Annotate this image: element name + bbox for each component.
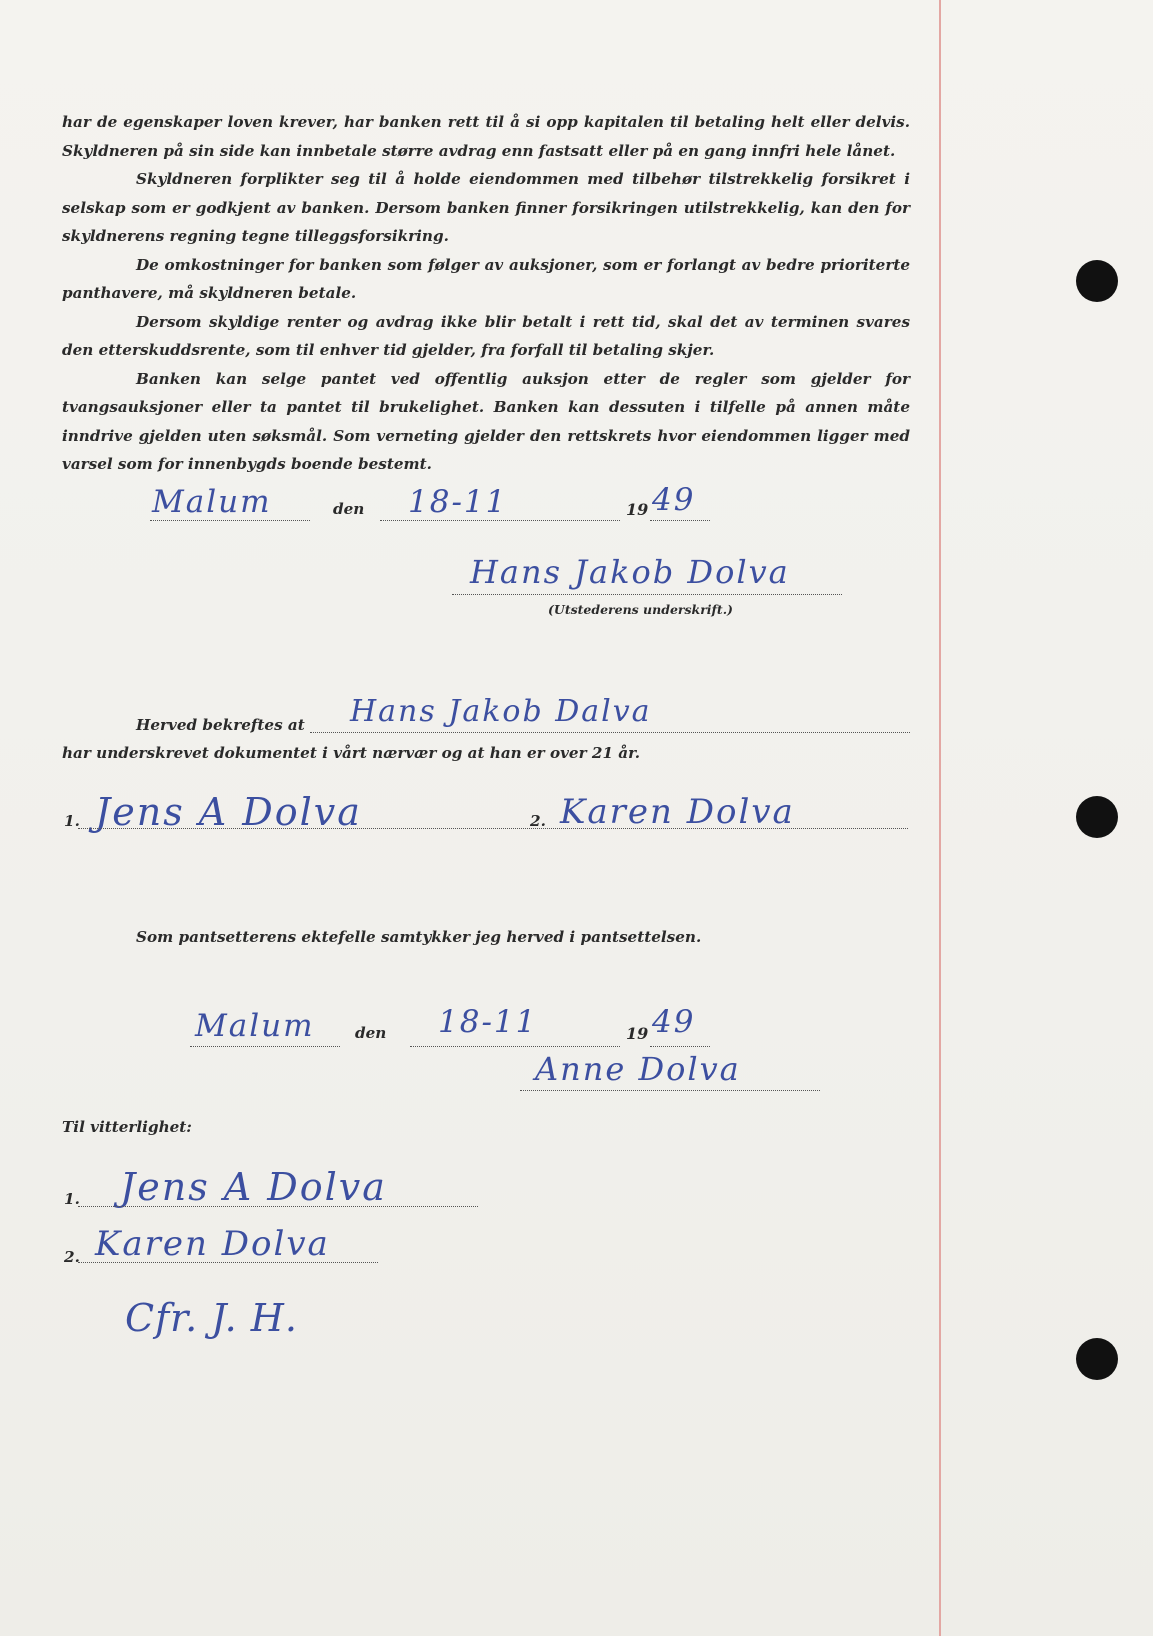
spouse-signature: Anne Dolva <box>535 1050 741 1088</box>
paragraph-interest: Dersom skyldige renter og avdrag ikke blir betalt i rett tid, skal det av terminen svares den etterskuddsrente, som til enhver tid gjelder, fra forfall til betaling skjer. <box>62 312 910 359</box>
spouse-year-prefix: 19 <box>626 1024 649 1043</box>
witness-1-signature: Jens A Dolva <box>95 790 362 834</box>
confirm-name-line <box>310 732 910 733</box>
paragraph-insurance: Skyldneren forplikter seg til å holde eiendommen med tilbehør tilstrekkelig forsikret i selskap som er godkjent av banken. Dersom banken finner forsikringen utilstrekkelig, kan den for skyldnerens regning tegne tilleggsforsikring. <box>62 170 910 245</box>
attest-label: Til vitterlighet: <box>62 1118 192 1136</box>
witness-number-2: 2. <box>530 812 546 830</box>
issuer-year-prefix: 19 <box>626 500 649 519</box>
issuer-signature: Hans Jakob Dolva <box>470 553 790 591</box>
spouse-signature-line <box>520 1090 820 1091</box>
spouse-year-suffix: 49 <box>652 1004 696 1040</box>
spouse-date-line <box>410 1046 620 1047</box>
attest-number-1: 1. <box>64 1190 80 1208</box>
terms-text <box>62 108 910 479</box>
spouse-consent-text: Som pantsetterens ektefelle samtykker jeg herved i pantsettelsen. <box>136 928 702 946</box>
issuer-place: Malum <box>152 484 272 520</box>
paragraph-auction: Banken kan selge pantet ved offentlig auksjon etter de regler som gjelder for tvangsauksjoner eller ta pantet til brukelighet. Banken kan dessuten i tilfelle på annen måte inndrive gjelden uten søksmål. Som verneting gjelder den rettskrets hvor eiendommen ligger med varsel som for innenbygds boende bestemt. <box>62 369 910 473</box>
confirm-statement: har underskrevet dokumentet i vårt nærvær og at han er over 21 år. <box>62 744 641 762</box>
issuer-date-line <box>380 520 620 521</box>
issuer-den-label: den <box>333 500 365 518</box>
issuer-place-line <box>150 520 310 521</box>
confirmed-signer-name: Hans Jakob Dalva <box>350 694 652 729</box>
attest-line-1 <box>78 1206 478 1207</box>
red-margin-rule <box>939 0 941 1636</box>
attest-witness-1-signature: Jens A Dolva <box>120 1165 387 1209</box>
spouse-place-line <box>190 1046 340 1047</box>
issuer-year-suffix: 49 <box>652 482 696 518</box>
witness-line <box>78 828 908 829</box>
spouse-date: 18-11 <box>438 1004 538 1040</box>
witness-2-signature: Karen Dolva <box>560 792 795 832</box>
spouse-year-line <box>650 1046 710 1047</box>
attest-witness-2-signature: Karen Dolva <box>95 1224 330 1264</box>
copy-initials: Cfr. J. H. <box>125 1296 298 1340</box>
punch-hole-middle <box>1076 796 1118 838</box>
attest-number-2: 2. <box>64 1248 80 1266</box>
paragraph-repayment: har de egenskaper loven krever, har banken rett til å si opp kapitalen til betaling helt eller delvis. Skyldneren på sin side kan innbetale større avdrag enn fastsatt eller på en gang innfri hele lånet. <box>62 113 910 160</box>
confirm-prefix: Herved bekreftes at <box>136 716 305 734</box>
witness-number-1: 1. <box>64 812 80 830</box>
issuer-signature-caption: (Utstederens underskrift.) <box>548 602 733 617</box>
issuer-year-line <box>650 520 710 521</box>
attest-line-2 <box>78 1262 378 1263</box>
punch-hole-top <box>1076 260 1118 302</box>
spouse-den-label: den <box>355 1024 387 1042</box>
issuer-signature-line <box>452 594 842 595</box>
issuer-date: 18-11 <box>408 484 508 520</box>
spouse-place: Malum <box>195 1008 315 1044</box>
punch-hole-bottom <box>1076 1338 1118 1380</box>
paragraph-costs: De omkostninger for banken som følger av auksjoner, som er forlangt av bedre prioriterte panthavere, må skyldneren betale. <box>62 255 910 302</box>
